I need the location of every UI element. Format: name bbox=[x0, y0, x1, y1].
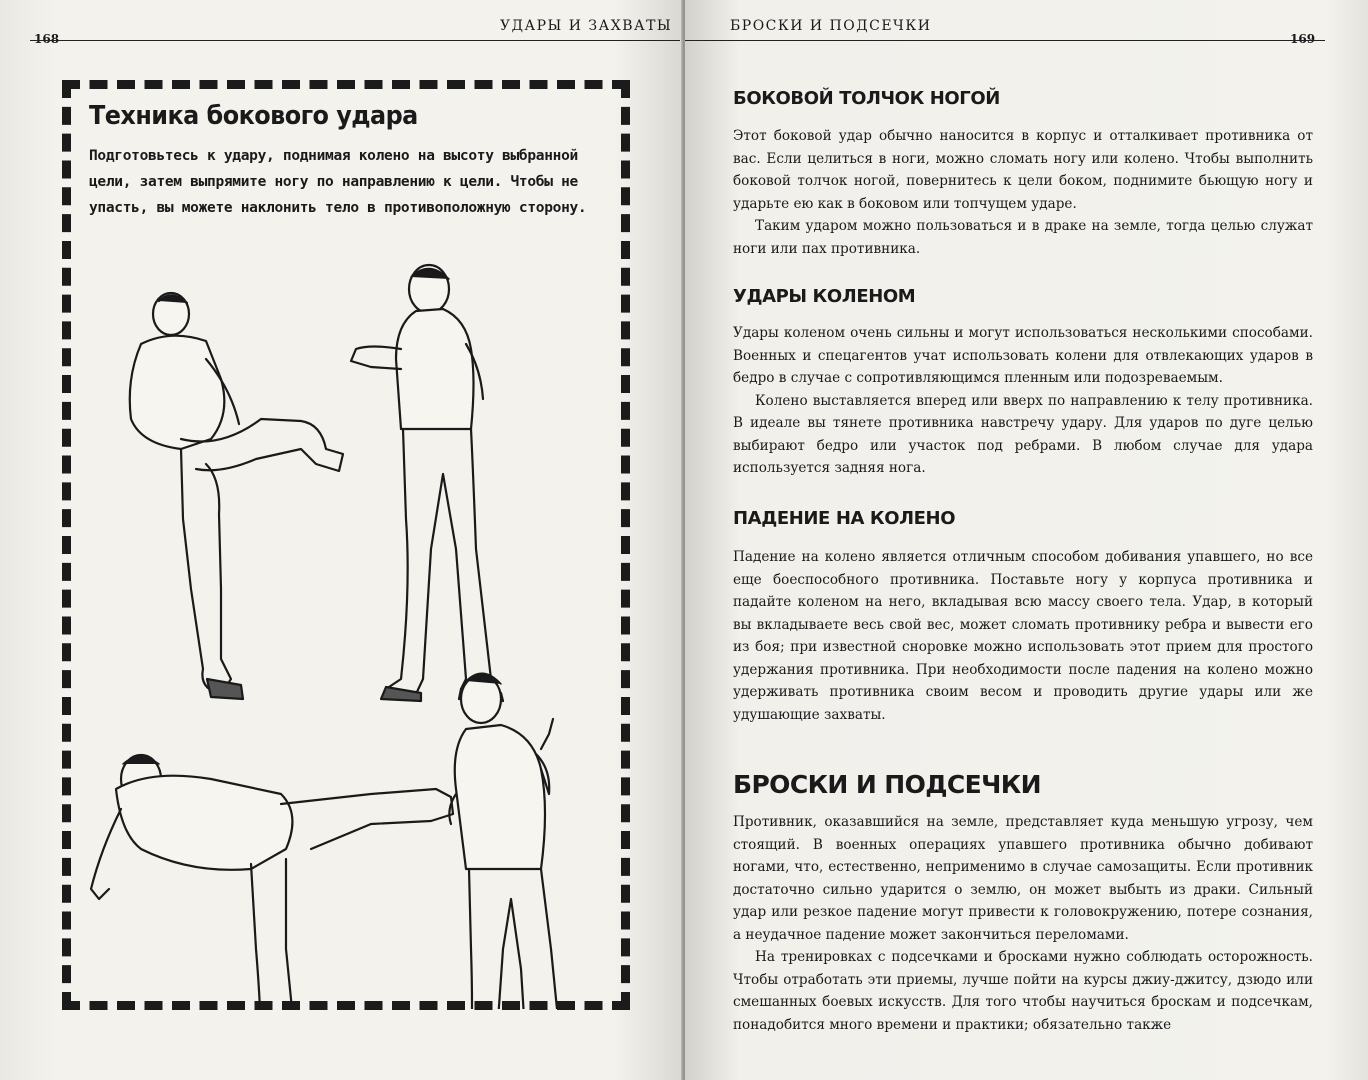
figure-defender-top bbox=[351, 265, 503, 701]
paragraph: Этот боковой удар обычно наносится в корпус и отталкивает противника от вас. Если целиться в ноги, можно сломать ногу или колено. Чтобы выполнить боковой толчок ногой, повернитесь к цели боком, поднимите бьющую ногу и ударьте ею как в боковом или топчущем ударе. bbox=[733, 128, 1313, 212]
page-number-left: 168 bbox=[34, 32, 60, 46]
sidebar-title: Техника бокового удара bbox=[89, 101, 418, 131]
running-head-right: БРОСКИ И ПОДСЕЧКИ bbox=[730, 18, 932, 34]
figure-kicker-bottom bbox=[91, 755, 453, 1009]
section-heading-knee-drop: ПАДЕНИЕ НА КОЛЕНО bbox=[733, 508, 956, 529]
paragraph: Удары коленом очень сильны и могут использоваться несколькими способами. Военных и спецагентов учат использовать колени для отвлекающих ударов в бедро в случае с сопротивляющимся пленным или подозреваемым. bbox=[733, 325, 1313, 386]
paragraph: Колено выставляется вперед или вверх по направлению к телу противника. В идеале вы тянете противника навстречу удару. Для ударов по дуге целью выбирают бедро или участок под ребрами. В любом случае для удара используется задняя нога. bbox=[733, 392, 1313, 476]
section-body-throws-and-sweeps bbox=[733, 811, 1313, 1036]
section-body-knee-drop bbox=[733, 546, 1313, 726]
section-heading-throws-and-sweeps: БРОСКИ И ПОДСЕЧКИ bbox=[733, 770, 1041, 799]
running-head-left: УДАРЫ И ЗАХВАТЫ bbox=[500, 18, 673, 34]
paragraph: Падение на колено является отличным способом добивания упавшего, но все еще боеспособного противника. Поставьте ногу у корпуса противника и падайте коленом на него, вкладывая всю массу своего тела. Удар, в который вы вкладываете весь свой вес, может сломать противнику ребра и вывести его из боя; при известной сноровке можно использовать этот прием для простого удержания противника. При необходимости после падения на колено можно удерживать противника своим весом и проводить другие удары или же удушающие захваты. bbox=[733, 549, 1313, 723]
header-rule-right bbox=[685, 40, 1325, 41]
header-rule-left bbox=[30, 40, 680, 41]
kick-illustration bbox=[71, 249, 621, 1009]
left-page bbox=[0, 0, 683, 1080]
paragraph: На тренировках с подсечками и бросками нужно соблюдать осторожность. Чтобы отработать эти приемы, лучше пойти на курсы джиу-джитсу, дзюдо или смешанных боевых искусств. Для того чтобы научиться броскам и подсечкам, понадобится много времени и практики; обязательно также bbox=[733, 949, 1313, 1033]
page-number-right: 169 bbox=[1290, 32, 1316, 46]
paragraph: Противник, оказавшийся на земле, представляет куда меньшую угрозу, чем стоящий. В военных операциях упавшего противника обычно добивают ногами, что, естественно, неприменимо в случае самозащиты. Если противник достаточно сильно ударится о землю, он может выбыть из драки. Сильный удар или резкое падение могут привести к головокружению, потере сознания, а неудачное падение может закончиться переломами. bbox=[733, 814, 1313, 943]
section-heading-knee-strikes: УДАРЫ КОЛЕНОМ bbox=[733, 286, 916, 307]
section-heading-side-thrust-kick: БОКОВОЙ ТОЛЧОК НОГОЙ bbox=[733, 88, 1000, 109]
right-page bbox=[685, 0, 1368, 1080]
sidebar-intro: Подготовьтесь к удару, поднимая колено на высоту выбранной цели, затем выпрямите ногу по направлению к цели. Чтобы не упасть, вы можете наклонить тело в противоположную сторону. bbox=[89, 148, 587, 216]
paragraph: Таким ударом можно пользоваться и в драке на земле, тогда целью служат ноги или пах противника. bbox=[733, 218, 1313, 257]
section-body-side-thrust-kick bbox=[733, 125, 1313, 260]
figure-kicker-top bbox=[130, 293, 343, 699]
technique-sidebar bbox=[62, 80, 630, 1010]
figure-defender-bottom bbox=[446, 673, 571, 1009]
section-body-knee-strikes bbox=[733, 322, 1313, 480]
